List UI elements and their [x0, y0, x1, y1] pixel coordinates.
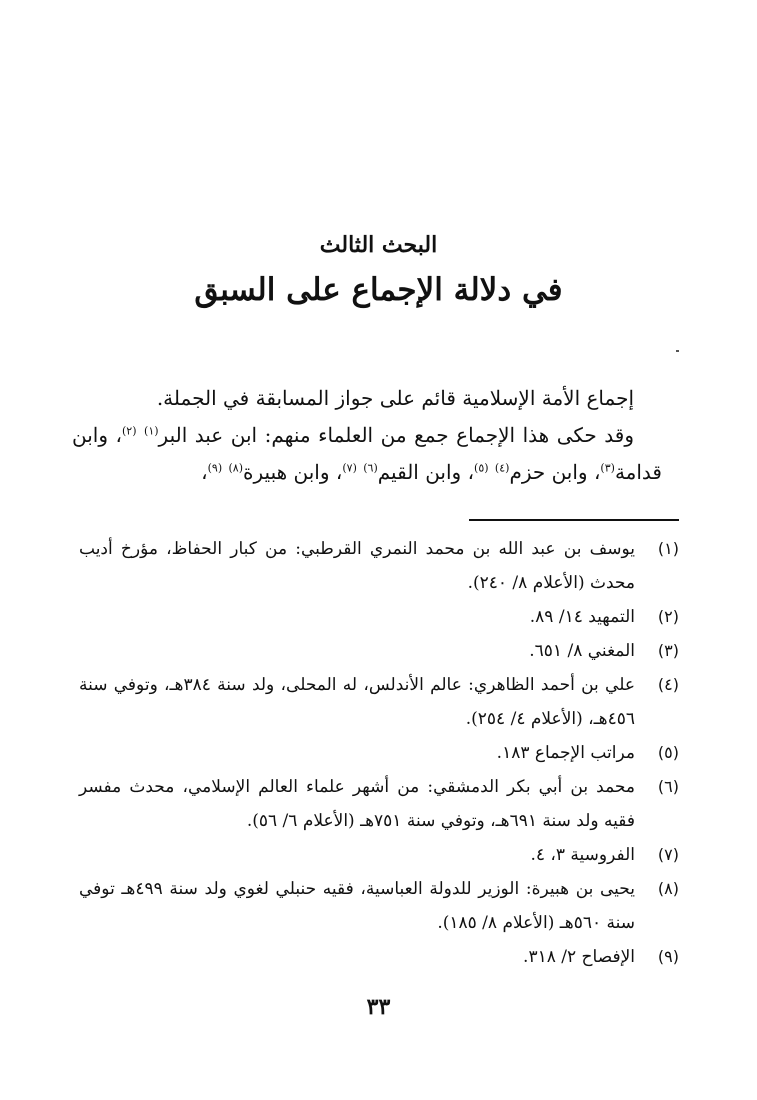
footnote-number: (٦)	[657, 777, 679, 796]
footnote-number: (٥)	[657, 743, 679, 762]
name-ibn-qayyim: وابن القيم	[377, 460, 462, 484]
footnote-number: (٢)	[657, 607, 679, 626]
footnote-ref-8[interactable]: (٨)	[228, 461, 244, 475]
page-number: ٣٣	[366, 994, 391, 1020]
footnote-ref-6[interactable]: (٦)	[363, 461, 378, 475]
footnote-6	[79, 770, 679, 838]
section-title: في دلالة الإجماع على السبق	[194, 272, 563, 308]
footnote-text: المغني ٨/ ٦٥١.	[529, 641, 635, 661]
footnote-text: يوسف بن عبد الله بن محمد النمري القرطبي: من كبار الحفاظ، مؤرخ أديب محدث (الأعلام ٨/ ٢٤٠).	[79, 539, 635, 593]
footnote-ref-9[interactable]: (٩)	[207, 461, 223, 475]
footnote-1	[79, 532, 679, 600]
footnote-2	[79, 600, 679, 634]
separator: ،	[115, 423, 122, 447]
footnote-number: (٨)	[657, 879, 679, 898]
footnote-number: (٤)	[657, 675, 679, 694]
section-subtitle: البحث الثالث	[319, 232, 438, 258]
footnote-5	[79, 736, 679, 770]
name-ibn-hubayra: وابن هبيرة	[243, 460, 330, 484]
footnote-ref-5[interactable]: (٥)	[474, 461, 489, 475]
separator: ،	[593, 460, 601, 484]
footnote-number: (٣)	[657, 641, 679, 660]
footnote-divider	[469, 519, 679, 521]
footnote-8	[79, 872, 679, 940]
footnote-text: الإفصاح ٢/ ٣١٨.	[523, 947, 635, 967]
footnote-3	[79, 634, 679, 668]
body-text	[72, 380, 662, 491]
name-ibn-hazm: وابن حزم	[509, 460, 588, 484]
print-speck	[676, 350, 679, 352]
footnote-text: علي بن أحمد الظاهري: عالم الأندلس، له المحلى، ولد سنة ٣٨٤هـ، وتوفي سنة ٤٥٦هـ، (الأعلام ٤/ ٢٥٤).	[79, 675, 635, 729]
footnote-text: الفروسية ٣، ٤.	[530, 845, 635, 865]
footnote-number: (٩)	[657, 947, 679, 966]
paragraph-2	[72, 417, 662, 491]
footnote-7	[79, 838, 679, 872]
footnote-ref-1[interactable]: (١)	[144, 424, 159, 438]
paragraph-2-intro: وقد حكى هذا الإجماع جمع من العلماء منهم: ابن عبد البر	[158, 423, 634, 447]
footnote-ref-2[interactable]: (٢)	[122, 424, 137, 438]
name-ibn-qudama: وابن قدامة	[72, 423, 662, 484]
separator: ،	[335, 460, 343, 484]
footnote-4	[79, 668, 679, 736]
separator: ،	[201, 460, 208, 484]
paragraph-1: إجماع الأمة الإسلامية قائم على جواز المسابقة في الجملة.	[156, 386, 634, 410]
footnotes-list	[79, 532, 679, 974]
footnote-number: (١)	[657, 539, 679, 558]
footnote-text: التمهيد ١٤/ ٨٩.	[529, 607, 635, 627]
footnote-9	[79, 940, 679, 974]
separator: ،	[467, 460, 475, 484]
footnote-ref-4[interactable]: (٤)	[494, 461, 510, 475]
footnote-ref-3[interactable]: (٣)	[600, 461, 615, 475]
footnote-ref-7[interactable]: (٧)	[342, 461, 357, 475]
footnote-number: (٧)	[657, 845, 679, 864]
footnote-text: محمد بن أبي بكر الدمشقي: من أشهر علماء العالم الإسلامي، محدث مفسر فقيه ولد سنة ٦٩١هـ، وتوفي سنة ٧٥١هـ (الأعلام ٦/ ٥٦).	[79, 777, 635, 831]
footnote-text: مراتب الإجماع ١٨٣.	[496, 743, 635, 763]
footnote-text: يحيى بن هبيرة: الوزير للدولة العباسية، فقيه حنبلي لغوي ولد سنة ٤٩٩هـ توفي سنة ٥٦٠هـ (الأعلام ٨/ ١٨٥).	[79, 879, 635, 933]
